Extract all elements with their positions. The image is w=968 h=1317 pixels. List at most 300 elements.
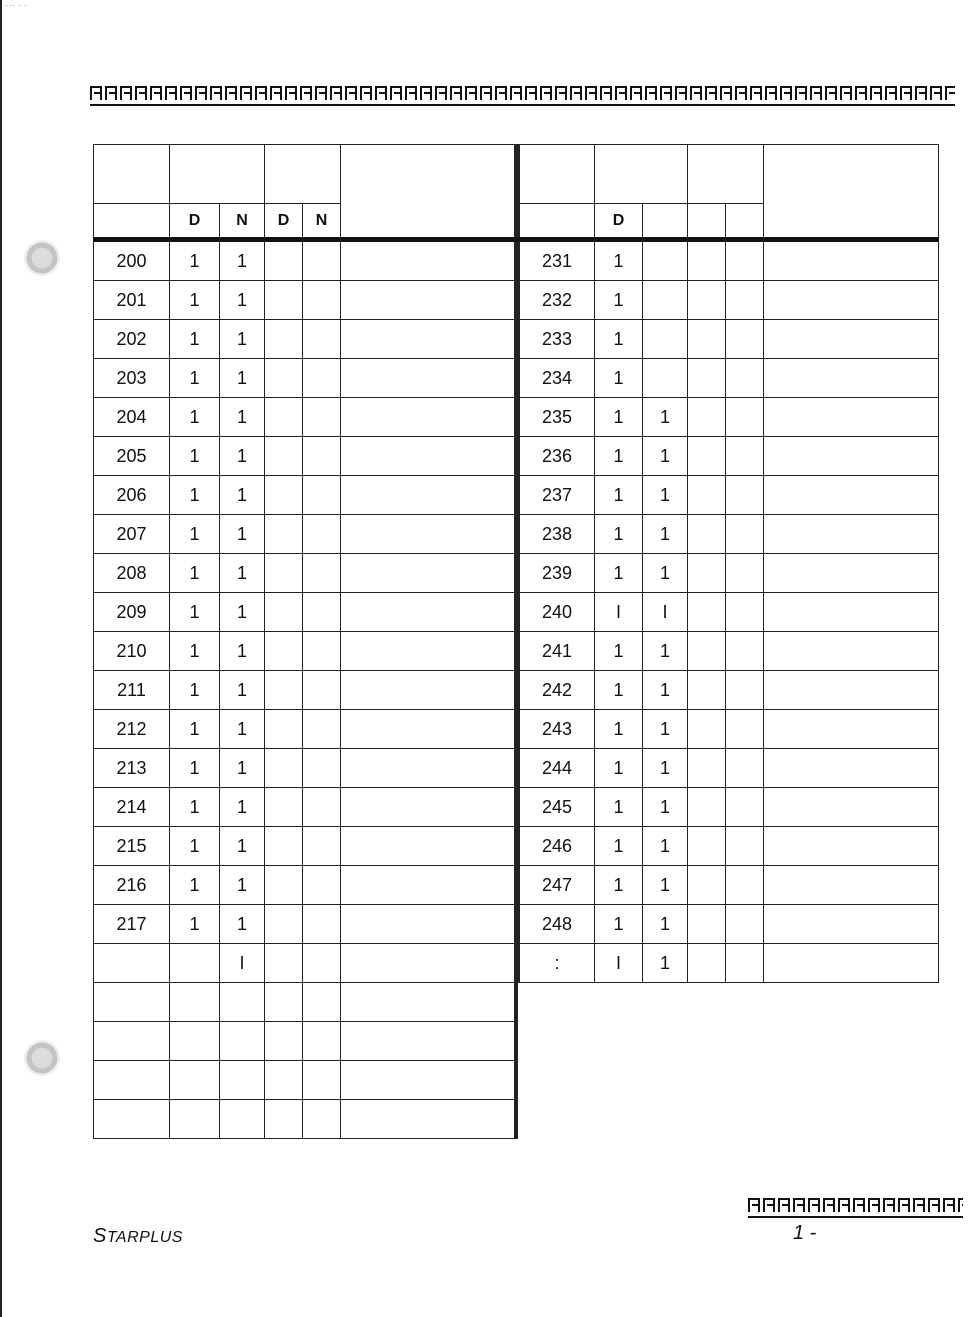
table-row xyxy=(94,515,516,554)
night-2-cell xyxy=(303,240,341,281)
ext-cell: 246 xyxy=(519,827,595,866)
day-2-cell xyxy=(265,905,303,944)
night-2-cell xyxy=(726,515,764,554)
night-2-cell xyxy=(303,866,341,905)
night-2-cell xyxy=(726,320,764,359)
night-1-cell: 1 xyxy=(220,710,265,749)
day-2-cell xyxy=(265,240,303,281)
night-2-cell xyxy=(303,593,341,632)
day-1-cell: 1 xyxy=(170,515,220,554)
night-1-cell: 1 xyxy=(220,437,265,476)
night-2-cell xyxy=(726,944,764,983)
table-row xyxy=(519,240,939,281)
description-cell xyxy=(764,515,939,554)
day-2-cell xyxy=(265,515,303,554)
subheader-blank xyxy=(726,204,764,240)
day-1-cell: 1 xyxy=(595,398,643,437)
day-2-cell xyxy=(265,1100,303,1139)
night-1-cell: 1 xyxy=(220,398,265,437)
night-1-cell xyxy=(643,281,688,320)
greek-key-border-bottom xyxy=(748,1198,963,1218)
description-cell xyxy=(341,240,516,281)
description-cell xyxy=(341,710,516,749)
day-1-cell: 1 xyxy=(595,905,643,944)
day-1-cell: 1 xyxy=(170,710,220,749)
description-cell xyxy=(341,944,516,983)
night-1-cell: 1 xyxy=(220,905,265,944)
ext-cell: 211 xyxy=(94,671,170,710)
day-2-cell xyxy=(265,593,303,632)
day-2-cell xyxy=(688,632,726,671)
table-row xyxy=(94,281,516,320)
ext-cell: 237 xyxy=(519,476,595,515)
day-2-cell xyxy=(265,437,303,476)
night-2-cell xyxy=(303,905,341,944)
day-1-cell: 1 xyxy=(170,905,220,944)
day-1-cell: 1 xyxy=(595,827,643,866)
day-2-cell xyxy=(688,398,726,437)
night-1-cell: 1 xyxy=(643,632,688,671)
day-1-cell: 1 xyxy=(595,476,643,515)
night-2-cell xyxy=(726,398,764,437)
night-2-cell xyxy=(303,983,341,1022)
day-2-cell xyxy=(688,359,726,398)
night-1-cell: 1 xyxy=(220,476,265,515)
night-2-cell xyxy=(303,827,341,866)
description-cell xyxy=(764,554,939,593)
day-2-cell xyxy=(688,437,726,476)
description-cell xyxy=(341,1061,516,1100)
description-cell xyxy=(341,515,516,554)
description-cell xyxy=(764,593,939,632)
description-cell xyxy=(764,320,939,359)
night-1-cell: 1 xyxy=(643,788,688,827)
day-2-cell xyxy=(688,827,726,866)
night-1-cell: 1 xyxy=(220,359,265,398)
night-2-cell xyxy=(303,359,341,398)
punch-hole-top xyxy=(24,240,60,276)
table-row xyxy=(519,788,939,827)
night-1-cell: 1 xyxy=(220,788,265,827)
day-1-cell: 1 xyxy=(170,281,220,320)
table-row xyxy=(519,710,939,749)
night-1-cell: 1 xyxy=(220,320,265,359)
night-2-cell xyxy=(303,710,341,749)
description-cell xyxy=(764,632,939,671)
ext-cell: 212 xyxy=(94,710,170,749)
day-1-cell: I xyxy=(595,593,643,632)
subheader-n: N xyxy=(303,204,341,240)
table-row xyxy=(94,398,516,437)
day-2-cell xyxy=(688,671,726,710)
ext-cell: 217 xyxy=(94,905,170,944)
day-1-cell: 1 xyxy=(170,437,220,476)
table-row xyxy=(519,632,939,671)
day-2-cell xyxy=(688,281,726,320)
description-cell xyxy=(341,1022,516,1061)
table-row xyxy=(94,710,516,749)
ext-cell: 200 xyxy=(94,240,170,281)
table-row xyxy=(519,437,939,476)
night-2-cell xyxy=(303,632,341,671)
night-2-cell xyxy=(303,281,341,320)
table-row xyxy=(94,788,516,827)
day-2-cell xyxy=(688,554,726,593)
table-row xyxy=(94,1061,516,1100)
table-row xyxy=(94,944,516,983)
day-1-cell: 1 xyxy=(595,632,643,671)
night-1-cell: I xyxy=(220,944,265,983)
night-1-cell: 1 xyxy=(220,554,265,593)
night-2-cell xyxy=(303,515,341,554)
day-2-cell xyxy=(265,671,303,710)
description-cell xyxy=(341,788,516,827)
day-2-cell xyxy=(265,1022,303,1061)
ext-cell: 248 xyxy=(519,905,595,944)
ext-cell: 209 xyxy=(94,593,170,632)
corner-marks: ··· · · xyxy=(5,0,28,11)
night-1-cell: 1 xyxy=(220,632,265,671)
day-1-cell xyxy=(170,1022,220,1061)
table-row xyxy=(94,632,516,671)
description-cell xyxy=(764,359,939,398)
subheader-d: D xyxy=(170,204,220,240)
night-1-cell: I xyxy=(643,593,688,632)
day-1-cell: 1 xyxy=(595,281,643,320)
ext-cell: 216 xyxy=(94,866,170,905)
table-row xyxy=(519,359,939,398)
table-row xyxy=(94,240,516,281)
table-row xyxy=(94,1022,516,1061)
night-1-cell: 1 xyxy=(643,476,688,515)
ext-cell: 244 xyxy=(519,749,595,788)
day-1-cell: I xyxy=(595,944,643,983)
description-cell xyxy=(341,671,516,710)
day-2-cell xyxy=(688,788,726,827)
night-1-cell: 1 xyxy=(643,749,688,788)
subheader-n: N xyxy=(220,204,265,240)
day-1-cell xyxy=(170,1100,220,1139)
day-2-cell xyxy=(688,476,726,515)
day-night-group-header-2 xyxy=(688,145,764,204)
night-1-cell: 1 xyxy=(220,866,265,905)
subheader-d: D xyxy=(265,204,303,240)
night-1-cell: 1 xyxy=(643,515,688,554)
ext-cell: : xyxy=(519,944,595,983)
table-row xyxy=(94,905,516,944)
ext-cell: 213 xyxy=(94,749,170,788)
day-1-cell: 1 xyxy=(170,632,220,671)
ext-cell: 207 xyxy=(94,515,170,554)
night-1-cell: 1 xyxy=(643,905,688,944)
night-2-cell xyxy=(303,1061,341,1100)
description-cell xyxy=(341,476,516,515)
description-cell xyxy=(764,788,939,827)
description-cell xyxy=(341,749,516,788)
day-1-cell: 1 xyxy=(170,671,220,710)
day-2-cell xyxy=(265,866,303,905)
footer-brand-rest: TARPLUS xyxy=(106,1229,183,1246)
table-row xyxy=(94,866,516,905)
day-2-cell xyxy=(265,632,303,671)
night-1-cell: 1 xyxy=(643,554,688,593)
night-1-cell: 1 xyxy=(220,240,265,281)
description-cell xyxy=(341,437,516,476)
description-cell xyxy=(764,710,939,749)
day-1-cell xyxy=(170,944,220,983)
day-night-group-header-2 xyxy=(265,145,341,204)
description-col-header xyxy=(764,145,939,240)
night-1-cell: 1 xyxy=(643,437,688,476)
description-cell xyxy=(764,281,939,320)
night-2-cell xyxy=(726,905,764,944)
description-cell xyxy=(764,944,939,983)
description-cell xyxy=(341,554,516,593)
description-cell xyxy=(341,281,516,320)
night-1-cell xyxy=(220,1022,265,1061)
ext-cell: 239 xyxy=(519,554,595,593)
description-cell xyxy=(341,1100,516,1139)
description-cell xyxy=(341,983,516,1022)
description-cell xyxy=(764,749,939,788)
day-2-cell xyxy=(265,1061,303,1100)
day-1-cell: 1 xyxy=(595,240,643,281)
day-2-cell xyxy=(265,827,303,866)
day-1-cell xyxy=(170,1061,220,1100)
ext-cell: 247 xyxy=(519,866,595,905)
day-2-cell xyxy=(265,554,303,593)
table-row xyxy=(519,749,939,788)
day-2-cell xyxy=(265,944,303,983)
night-1-cell xyxy=(220,983,265,1022)
night-1-cell: 1 xyxy=(643,710,688,749)
day-2-cell xyxy=(688,866,726,905)
ext-cell xyxy=(94,1061,170,1100)
table-row xyxy=(519,671,939,710)
night-2-cell xyxy=(726,359,764,398)
table-row xyxy=(94,593,516,632)
day-2-cell xyxy=(265,359,303,398)
day-2-cell xyxy=(688,515,726,554)
greek-key-border-top xyxy=(90,86,955,106)
night-1-cell xyxy=(643,320,688,359)
ext-col-header xyxy=(519,145,595,204)
ext-cell: 245 xyxy=(519,788,595,827)
left-extension-table xyxy=(93,144,518,1139)
subheader-blank xyxy=(643,204,688,240)
table-row xyxy=(519,593,939,632)
night-2-cell xyxy=(726,710,764,749)
ext-cell: 205 xyxy=(94,437,170,476)
ext-cell: 206 xyxy=(94,476,170,515)
table-row xyxy=(94,476,516,515)
night-1-cell: 1 xyxy=(220,593,265,632)
description-cell xyxy=(341,359,516,398)
page-left-edge xyxy=(0,0,2,1317)
day-1-cell: 1 xyxy=(170,749,220,788)
day-2-cell xyxy=(265,398,303,437)
description-cell xyxy=(341,827,516,866)
day-1-cell: 1 xyxy=(595,320,643,359)
footer-brand xyxy=(93,1225,183,1248)
night-2-cell xyxy=(726,866,764,905)
table-row xyxy=(94,1100,516,1139)
footer-page-number: 1 - xyxy=(793,1222,817,1244)
day-2-cell xyxy=(265,788,303,827)
ext-cell: 238 xyxy=(519,515,595,554)
ext-cell xyxy=(94,1022,170,1061)
day-2-cell xyxy=(265,749,303,788)
day-1-cell: 1 xyxy=(595,554,643,593)
description-cell xyxy=(764,437,939,476)
night-1-cell: 1 xyxy=(643,866,688,905)
description-cell xyxy=(764,866,939,905)
table-row xyxy=(94,749,516,788)
table-row xyxy=(519,554,939,593)
day-2-cell xyxy=(688,710,726,749)
table-row xyxy=(519,320,939,359)
day-1-cell: 1 xyxy=(595,437,643,476)
description-cell xyxy=(341,632,516,671)
ext-cell xyxy=(94,983,170,1022)
day-1-cell: 1 xyxy=(595,866,643,905)
table-row xyxy=(519,827,939,866)
ext-cell: 233 xyxy=(519,320,595,359)
table-row xyxy=(519,866,939,905)
ext-subheader xyxy=(94,204,170,240)
ext-cell: 208 xyxy=(94,554,170,593)
night-1-cell: 1 xyxy=(643,398,688,437)
day-2-cell xyxy=(688,240,726,281)
night-1-cell: 1 xyxy=(220,749,265,788)
day-1-cell: 1 xyxy=(595,515,643,554)
ext-cell: 214 xyxy=(94,788,170,827)
day-2-cell xyxy=(688,944,726,983)
night-1-cell: 1 xyxy=(220,671,265,710)
description-cell xyxy=(764,240,939,281)
night-1-cell: 1 xyxy=(220,827,265,866)
night-1-cell: 1 xyxy=(643,671,688,710)
ext-cell: 232 xyxy=(519,281,595,320)
ext-cell: 240 xyxy=(519,593,595,632)
table-row xyxy=(94,983,516,1022)
night-2-cell xyxy=(303,320,341,359)
night-1-cell xyxy=(643,359,688,398)
night-2-cell xyxy=(303,476,341,515)
night-2-cell xyxy=(303,671,341,710)
day-1-cell: 1 xyxy=(170,476,220,515)
day-2-cell xyxy=(265,476,303,515)
table-row xyxy=(94,671,516,710)
ext-cell: 243 xyxy=(519,710,595,749)
night-1-cell xyxy=(220,1061,265,1100)
ext-cell: 202 xyxy=(94,320,170,359)
table-row xyxy=(519,905,939,944)
day-1-cell: 1 xyxy=(170,593,220,632)
ext-cell: 242 xyxy=(519,671,595,710)
ext-cell: 201 xyxy=(94,281,170,320)
day-1-cell: 1 xyxy=(170,866,220,905)
day-2-cell xyxy=(688,320,726,359)
day-1-cell: 1 xyxy=(595,359,643,398)
night-2-cell xyxy=(726,671,764,710)
day-2-cell xyxy=(688,593,726,632)
day-1-cell: 1 xyxy=(595,788,643,827)
night-2-cell xyxy=(726,240,764,281)
ext-cell: 235 xyxy=(519,398,595,437)
day-1-cell: 1 xyxy=(170,359,220,398)
night-1-cell xyxy=(220,1100,265,1139)
description-cell xyxy=(764,905,939,944)
night-1-cell: 1 xyxy=(220,281,265,320)
ext-cell: 203 xyxy=(94,359,170,398)
night-1-cell xyxy=(643,240,688,281)
ext-cell: 234 xyxy=(519,359,595,398)
day-2-cell xyxy=(265,281,303,320)
day-1-cell: 1 xyxy=(170,320,220,359)
day-night-group-header xyxy=(595,145,688,204)
day-night-group-header xyxy=(170,145,265,204)
night-1-cell: 1 xyxy=(643,827,688,866)
description-cell xyxy=(341,866,516,905)
night-2-cell xyxy=(726,827,764,866)
ext-cell xyxy=(94,1100,170,1139)
night-2-cell xyxy=(726,632,764,671)
ext-cell: 236 xyxy=(519,437,595,476)
day-2-cell xyxy=(265,983,303,1022)
table-row xyxy=(519,476,939,515)
table-row xyxy=(94,320,516,359)
table-row xyxy=(519,515,939,554)
day-1-cell: 1 xyxy=(595,710,643,749)
table-row xyxy=(94,827,516,866)
description-cell xyxy=(764,476,939,515)
ext-cell xyxy=(94,944,170,983)
night-2-cell xyxy=(303,437,341,476)
day-1-cell: 1 xyxy=(170,554,220,593)
footer-brand-first: S xyxy=(93,1225,107,1247)
day-1-cell: 1 xyxy=(170,827,220,866)
night-1-cell: 1 xyxy=(643,944,688,983)
description-cell xyxy=(764,827,939,866)
subheader-blank xyxy=(688,204,726,240)
right-extension-table xyxy=(517,144,939,983)
day-1-cell: 1 xyxy=(170,240,220,281)
ext-cell: 210 xyxy=(94,632,170,671)
subheader-d: D xyxy=(595,204,643,240)
table-row xyxy=(519,398,939,437)
night-2-cell xyxy=(303,1100,341,1139)
description-col-header xyxy=(341,145,516,240)
day-2-cell xyxy=(688,905,726,944)
night-2-cell xyxy=(303,788,341,827)
day-1-cell: 1 xyxy=(595,671,643,710)
night-2-cell xyxy=(303,554,341,593)
description-cell xyxy=(341,320,516,359)
day-2-cell xyxy=(265,320,303,359)
night-2-cell xyxy=(303,944,341,983)
night-2-cell xyxy=(303,1022,341,1061)
night-2-cell xyxy=(726,437,764,476)
night-1-cell: 1 xyxy=(220,515,265,554)
ext-cell: 231 xyxy=(519,240,595,281)
night-2-cell xyxy=(726,476,764,515)
night-2-cell xyxy=(303,749,341,788)
night-2-cell xyxy=(726,281,764,320)
ext-cell: 204 xyxy=(94,398,170,437)
day-2-cell xyxy=(688,749,726,788)
ext-subheader xyxy=(519,204,595,240)
